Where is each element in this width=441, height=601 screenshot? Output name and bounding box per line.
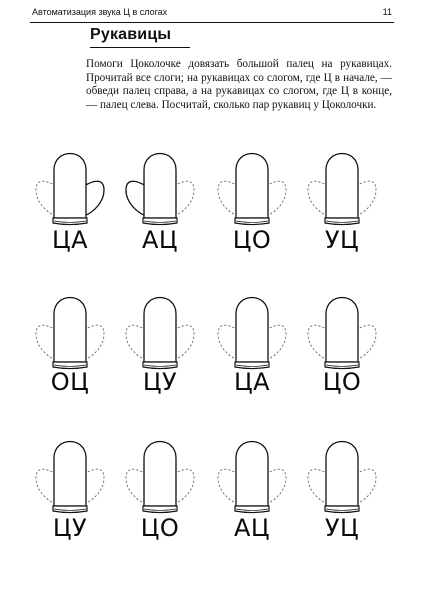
mitten-item (212, 290, 292, 426)
mitten-thumb-right[interactable] (356, 469, 376, 504)
mitten-thumb-left[interactable] (36, 181, 56, 216)
mitten-icon (120, 290, 200, 380)
mitten-thumb-right[interactable] (356, 325, 376, 360)
mitten-thumb-left[interactable] (126, 181, 146, 216)
mitten-body (144, 298, 176, 363)
mitten-thumb-right[interactable] (266, 325, 286, 360)
page-number: 11 (382, 7, 392, 17)
mitten-item (212, 146, 292, 282)
mitten-thumb-right[interactable] (174, 181, 194, 216)
mitten-body (236, 442, 268, 507)
mitten-cuff (235, 218, 269, 225)
mitten-thumb-left[interactable] (36, 325, 56, 360)
mitten-cuff (53, 218, 87, 225)
syllable-label: ЦА (233, 368, 271, 396)
mitten-icon (302, 290, 382, 380)
mitten-cuff (53, 506, 87, 513)
syllable-label: ЦУ (142, 368, 178, 396)
mitten-icon (30, 290, 110, 380)
mitten-cuff (325, 218, 359, 225)
mitten-thumb-left[interactable] (308, 325, 328, 360)
exercise-instruction: Помоги Цоколочке довязать большой палец на рукавицах. Прочитай все слоги; на рукавицах со слогом, где Ц в начале, — обведи палец справа, а на рукавицах со слогом, где Ц в конце, — палец слева. Посчитай, сколько пар рукавиц у Цоколочки. (86, 58, 392, 111)
mitten-cuff (235, 506, 269, 513)
syllable-label: АЦ (141, 226, 179, 254)
mitten-item (212, 434, 292, 570)
mitten-thumb-left[interactable] (126, 469, 146, 504)
syllable-label: ЦО (140, 514, 180, 542)
mitten-thumb-right[interactable] (84, 469, 104, 504)
mitten-item (120, 290, 200, 426)
mitten-thumb-right[interactable] (84, 325, 104, 360)
mitten-item (30, 290, 110, 426)
syllable-label: ЦО (232, 226, 272, 254)
mitten-body (236, 298, 268, 363)
syllable-label: ЦО (322, 368, 362, 396)
mitten-item (120, 434, 200, 570)
syllable-label: УЦ (324, 226, 360, 254)
mitten-thumb-left[interactable] (308, 469, 328, 504)
mitten-body (54, 298, 86, 363)
syllable-label: ЦА (51, 226, 89, 254)
mitten-body (54, 154, 86, 219)
mitten-icon (30, 146, 110, 236)
mitten-thumb-left[interactable] (218, 181, 238, 216)
syllable-label: АЦ (233, 514, 271, 542)
mitten-body (326, 154, 358, 219)
mitten-item (302, 434, 382, 570)
mitten-item (30, 146, 110, 282)
syllable-label: ЦУ (52, 514, 88, 542)
mitten-thumb-left[interactable] (126, 325, 146, 360)
mitten-item (302, 290, 382, 426)
mitten-item (302, 146, 382, 282)
mitten-thumb-left[interactable] (308, 181, 328, 216)
exercise-title: Рукавицы (90, 26, 172, 43)
mitten-cuff (143, 506, 177, 513)
mitten-item (120, 146, 200, 282)
mitten-cuff (325, 506, 359, 513)
mitten-thumb-right[interactable] (174, 325, 194, 360)
mitten-item (30, 434, 110, 570)
mitten-body (236, 154, 268, 219)
mitten-thumb-right[interactable] (84, 181, 104, 216)
mitten-cuff (143, 218, 177, 225)
mitten-icon (120, 146, 200, 236)
mitten-body (144, 154, 176, 219)
mitten-icon (212, 146, 292, 236)
mitten-body (54, 442, 86, 507)
mitten-thumb-right[interactable] (266, 469, 286, 504)
mitten-thumb-right[interactable] (356, 181, 376, 216)
mitten-thumb-right[interactable] (266, 181, 286, 216)
mitten-icon (302, 434, 382, 524)
mitten-thumb-left[interactable] (218, 325, 238, 360)
mitten-icon (302, 146, 382, 236)
mitten-icon (120, 434, 200, 524)
syllable-label: УЦ (324, 514, 360, 542)
mitten-icon (212, 434, 292, 524)
running-title: Автоматизация звука Ц в слогах (32, 7, 168, 17)
mitten-body (326, 298, 358, 363)
mitten-body (326, 442, 358, 507)
mitten-thumb-right[interactable] (174, 469, 194, 504)
mitten-thumb-left[interactable] (36, 469, 56, 504)
syllable-label: ОЦ (50, 368, 90, 396)
mitten-icon (30, 434, 110, 524)
mitten-icon (212, 290, 292, 380)
mitten-body (144, 442, 176, 507)
mitten-thumb-left[interactable] (218, 469, 238, 504)
